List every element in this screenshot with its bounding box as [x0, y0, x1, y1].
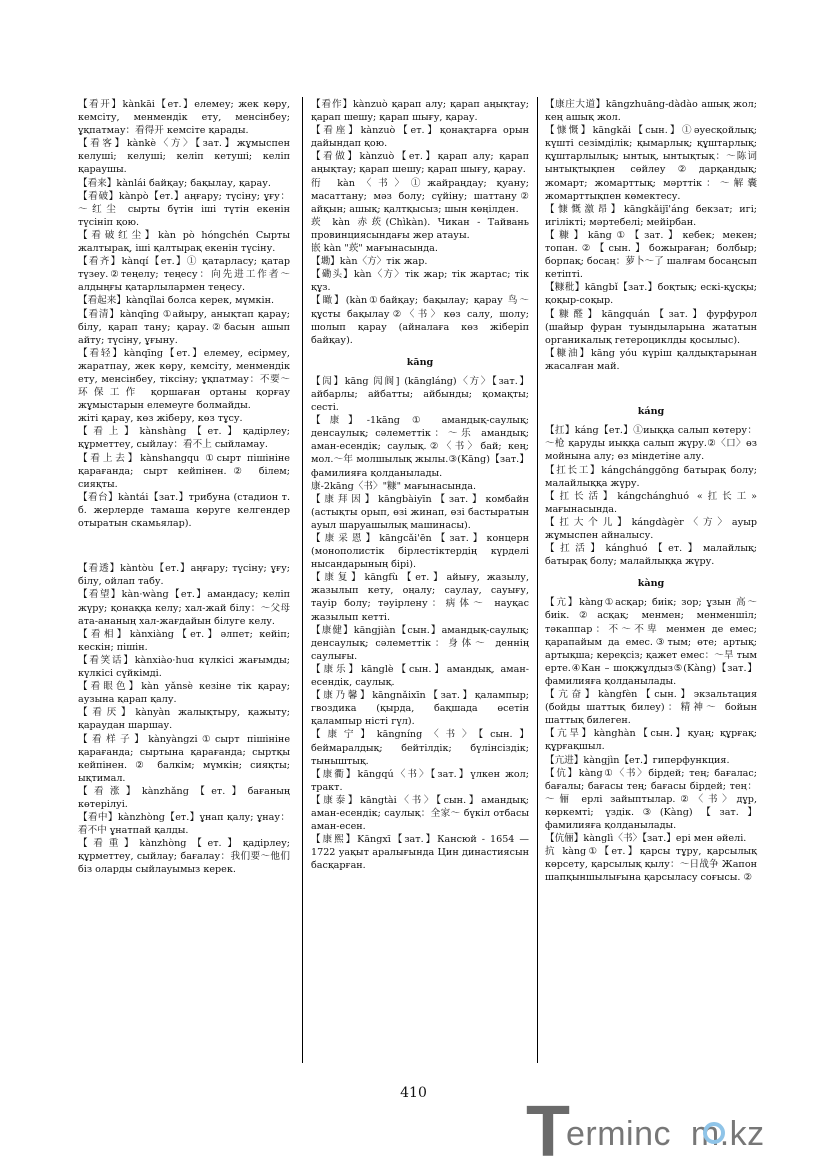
- column-rule-left: [302, 97, 303, 1063]
- logo-t-glyph: T: [526, 1092, 570, 1172]
- dictionary-entry: 【磡头】kàn〈方〉тік жар; тік жартас; тік құз.: [311, 269, 529, 294]
- dictionary-entry: 【扛】káng【ет.】①иыққа салып көтеру：～枪 қаруды иыққа салып жүру.②〈口〉өз мойнына алу; өз міндетіне алу.: [545, 425, 757, 463]
- dictionary-entry: 【闶】kāng 闶阆] (kāngláng)〈方〉【зат.】айбарлы; айбатты; айбынды; қомақты; сесті.: [311, 375, 529, 414]
- dictionary-entry: 嵌 kàn "莰" мағынасында.: [311, 243, 438, 255]
- dictionary-entry: 【慷慨激昂】kāngkǎijī'áng бекзат; игі; игілікті; мәртебелі; мейірбан.: [545, 203, 757, 228]
- dictionary-entry: 【扛大个儿】kángdàgèr〈方〉ауыр жұмыспен айналысу.: [545, 516, 757, 541]
- page-number: 410: [400, 1085, 427, 1101]
- dictionary-entry: 【看作】kànzuò қарап алу; қарап аңықтау; қарап шешу; қарап шығу, қарау.: [311, 99, 529, 124]
- entry-spacer: [78, 540, 290, 553]
- dictionary-entry: 康-2kāng〈书〉"糠" мағынасында.: [311, 480, 477, 492]
- dictionary-entry: 【糠醛】kāngquán【зат.】фурфурол (шайыр фуран туындыларына жататын органикалық гетероциклды қосылыс).: [545, 308, 757, 346]
- dictionary-entry: 【看上】kànshàng【ет.】қадірлеу; құрметтеу, сыйлау：看不上 сыйламау.: [78, 426, 290, 451]
- dictionary-entry: 【亢奋】kàngfèn【сын.】экзальтация (бойды шаттық билеу)：精神～ бойын шаттық билеген.: [545, 689, 757, 727]
- dictionary-entry: 莰 kàn 赤莰(Chìkàn). Чикан - Тайвань провинциясындағы жер атауы.: [311, 216, 529, 241]
- dictionary-entry: 【看开】kànkāi【ет.】елемеу; жек көру, кемсіту, менмендік ету, менсінбеу; ұқпатмау：看得开 кемсіте қарады.: [78, 99, 290, 137]
- dictionary-entry: 【看样子】kànyàngzi①сырт пішініне қарағанда; сыртына қарағанда; сыртқы кейпінен. ② балкім; мүмкін; сияқты; ықтимал.: [78, 733, 290, 784]
- dictionary-entry: 抗 kàng①【ет.】қарсы тұру, қарсылық көрсету, қарсылық қылу：～日战争 Жапон шапқыншылығына қарсыласу соғысы. ②: [545, 846, 757, 884]
- dictionary-entry: 【康拜因】kāngbàiyīn【зат.】комбайн (астықты орып, өзі жинап, өзі бастыратын ауыл шаруашылық машинасы).: [311, 493, 529, 531]
- dictionary-entry: 【康健】kāngjiàn【сын.】амандық-саулық; денсаулық; сәлеметтік：身体～ деннің саулығы.: [311, 624, 529, 662]
- logo-text: erminc m.kz: [566, 1115, 765, 1153]
- pinyin-section-heading: kàng: [637, 578, 665, 590]
- dictionary-entry: 【康】-1kāng ① амандық-саулық; денсаулық; сәлеметтік：～乐 амандық; аман-есендік; саулық.②〈书〉бай; кең; мол.～年 молшылық жылы.③(Kāng)【зат.】фамилияға қолданылады.: [311, 415, 529, 479]
- dictionary-entry: 【看望】kàn·wàng【ет.】амандасу; келіп жүру; қонаққа келу; хал-жай білу：～父母 ата-ананың хал-жағдайын білуге келу.: [78, 589, 290, 627]
- dictionary-entry: 【看齐】kànqí【ет.】① қатарласу; қатар түзеу.②теңелу; теңесу：向先进工作者～ алдыңғы қатарлылармен теңесу.: [78, 256, 290, 294]
- dictionary-entry: 【看厌】kànyàn жалықтыру, қажыту; қараудан шаршау.: [78, 707, 290, 732]
- dictionary-entry: 【看来】kànlái байқау; бақылау, қарау.: [78, 177, 271, 189]
- dictionary-entry: 【康宁】kāngníng〈书〉【сын.】беймаралдық; бейтілдік; бүлінсіздік; тыныштық.: [311, 729, 529, 767]
- column-1: [78, 98, 290, 877]
- dictionary-entry: 【伉】kàng①〈书〉бірдей; тең; бағалас; бағалы; бағасы тең; бағасы бірдей; тең：～俪 ерлі зайыптылар.②〈书〉дұр, көркемті; үздік.③(Kàng)【зат.】фамилияға қолданылады.: [545, 767, 757, 831]
- dictionary-entry: 【墈】kàn〈方〉тік жар.: [311, 256, 428, 268]
- pinyin-section-heading: káng: [637, 406, 665, 418]
- dictionary-entry: 【看重】kànzhòng【ет.】қадірлеу; құрметтеу, сыйлау; бағалау：我们要～他们 біз оларды сыйлауымыз керек.: [78, 838, 290, 876]
- entry-spacer: [545, 383, 757, 396]
- dictionary-entry: жіті қарау, көз жіберу, көз тұсу.: [78, 413, 243, 425]
- termincom-logo: [520, 1092, 820, 1172]
- dictionary-entry: 【亢】kàng①асқар; биік; зор; ұзын 高～ биік.②асқақ; менмен; менменшіл; тәкаппар：不～不卑 менмен де емес; қарапайым да емес.③тым; өте; артық; артықша; кереқсіз; қажет емес：～旱 тым ерте.④Кан – шоқжұлдыз⑤(Kàng)【зат.】фамилияға қолданылады.: [545, 597, 757, 687]
- dictionary-entry: 【康乐】kānglè【сын.】амандық, аман-есендік, саулық.: [311, 663, 529, 689]
- dictionary-entry: 衎 kàn〈书〉①жайраңдау; қуану; масаттану; мәз болу; сүйіну; шаттану② айқын; ашық; қалтқысыз; шын көңілден.: [311, 177, 529, 215]
- dictionary-entry: 【看眼色】kàn yǎnsè кезіне тік қарау; аузына қарап қалу.: [78, 681, 290, 706]
- dictionary-entry: 【看座】kànzuò【ет.】қонақтарға орын дайындап қою.: [311, 125, 529, 150]
- pinyin-section-heading: kāng: [406, 356, 434, 368]
- dictionary-entry: 【扛长工】kángchánggōng батырақ болу; малайлыққа жүру.: [545, 464, 757, 489]
- dictionary-entry: 【看清】kànqīng ①айыру, анықтап қарау; білу, қарап тану; қарау.②басын ашып айту; түсіну, ұғыну.: [78, 308, 290, 346]
- dictionary-entry: 【看上去】kànshangqu ①сырт пішініне қарағанда; сырт кейпінен.② білем; сияқты.: [78, 452, 290, 490]
- column-3: [545, 98, 757, 884]
- column-2: [311, 98, 529, 872]
- dictionary-entry: 【康泰】kāngtài〈书〉【сын.】амандық; аман-есендік; саулық：全家～ бүкіл отбасы аман-есен.: [311, 794, 529, 833]
- dictionary-entry: 【看做】kànzuò【ет.】қарап алу; қарап аңықтау; қарап шешу; қарап шығу, қарау.: [311, 151, 529, 176]
- dictionary-entry: 【糠油】kāng yóu күріш қалдықтарынан жасалған май.: [545, 347, 757, 372]
- dictionary-entry: 【亢进】kàngjìn【ет.】гиперфункция.: [545, 754, 730, 766]
- logo-ring-icon: [703, 1122, 725, 1144]
- dictionary-entry: 【康乃馨】kāngnǎixīn【зат.】қалампыр; гвоздика (қырда, бақшада өсетін қалампыр ністі гүл).: [311, 690, 529, 728]
- dictionary-entry: 【扛活】kánghuó【ет.】малайлық; батырақ болу; малайлыққа жүру.: [545, 543, 757, 568]
- dictionary-entry: 【看台】kàntái【зат.】трибуна (стадион т. б. жерлерде тамаша көруге келгендер отыратын скамьялар).: [78, 491, 290, 529]
- dictionary-entry: 【康复】kāngfù【ет.】айығу, жазылу, жазылып кету, оңалу; саулау, сауығу, тауір болу; тәуірлену：病体～ науқас жазылып кетті.: [311, 572, 529, 623]
- dictionary-entry: 【看透】kàntòu【ет.】аңғару; түсіну; ұғу; білу, ойлап табу.: [78, 563, 290, 588]
- dictionary-entry: 【看破红尘】kàn pò hóngchén Сырты жалтырақ, іші қалтырақ екенін түсіну.: [78, 229, 290, 255]
- dictionary-entry: 【康衢】kāngqú〈书〉【зат.】үлкен жол; тракт.: [311, 768, 529, 793]
- dictionary-entry: 【看笑话】kànxiào·huɑ күлкісі жағымды; күлкісі сүйкімді.: [78, 654, 290, 680]
- column-rule-right: [537, 97, 538, 1063]
- dictionary-entry: 【看起来】kànqǐlai болса керек, мүмкін.: [78, 295, 275, 307]
- dictionary-entry: 【糠】kāng①【зат.】кебек; мекен; топан.②【сын.】божыраған; болбыр; борпақ; босаң：萝卜～了 шалғам босаңсып кетіпті.: [545, 229, 757, 281]
- dictionary-entry: 【看客】kànkè〈方〉【зат.】жұмыспен келуші; келуші; келіп кетуші; келіп қараушы.: [78, 138, 290, 176]
- dictionary-entry: 【亢旱】kànghàn【сын.】қуаң; құрғақ; құрғақшыл.: [545, 728, 757, 753]
- dictionary-entry: 【看轻】kànqīng【ет.】елемеу, есірмеу, жаратпау, жек көру, кемсіту, менмендік ету, менсінбеу, тіксіну; ұқпатмау：不要～环保工作 қоршаған ортаны қорғау жұмыстарын елемеуге болмайды.: [78, 347, 290, 412]
- dictionary-entry: 【康庄大道】kāngzhuāng-dàdào ашық жол; кең ашық жол.: [545, 99, 757, 124]
- dictionary-entry: 【慷慨】kāngkǎi【сын.】①әуесқойлық; күшті сезімділік; қымарлық; құштарлық; құштарлылық; ынтық, ынтықтық：～陈词 ынтықтықпен сөйлеу②дарқандық; жомарт; жомарттық; мәрттік：～解囊 жомарттықпен көмектесу.: [545, 125, 757, 202]
- dictionary-entry: 【扛长活】kángchánghuó «扛长工» мағынасында.: [545, 490, 757, 515]
- dictionary-entry: 【瞰】(kàn①байқау; бақылау; қарау 鸟～ құсты бақылау②〈书〉көз салу, шолу; шолып қарау (айналаға көз жіберіп байқау).: [311, 295, 529, 346]
- dictionary-entry: 【康采恩】kāngcǎi'ēn【зат.】концерн (монополистік бірлестіктердің күрделі нысандарының бірі).: [311, 533, 529, 571]
- dictionary-entry: 【伉俪】kànglì〈书〉【зат.】ері мен әйелі.: [545, 833, 747, 845]
- dictionary-entry: 【看相】kànxiàng【ет.】әлпет; кейіп; кескін; пішін.: [78, 628, 290, 653]
- dictionary-entry: 【看涨】kànzhǎng【ет.】бағаның көтерілуі.: [78, 785, 290, 810]
- dictionary-entry: 【康熙】Kāngxī【зат.】Кансюй - 1654 — 1722 уақыт аралығында Цин династиясын басқарған.: [311, 834, 529, 872]
- dictionary-entry: 【看破】kànpò【ет.】аңғару; түсіну; ұғу：～红尘 сырты бүтін іші түтін екенін түсініп қою.: [78, 190, 290, 228]
- dictionary-entry: 【糠秕】kāngbǐ【зат.】боқтық; ескі-құсқы; қоқыр-соқыр.: [545, 282, 757, 307]
- dictionary-entry: 【看中】kànzhòng【ет.】ұнап қалу; ұнау：看不中 ұнатпай қалды.: [78, 812, 290, 837]
